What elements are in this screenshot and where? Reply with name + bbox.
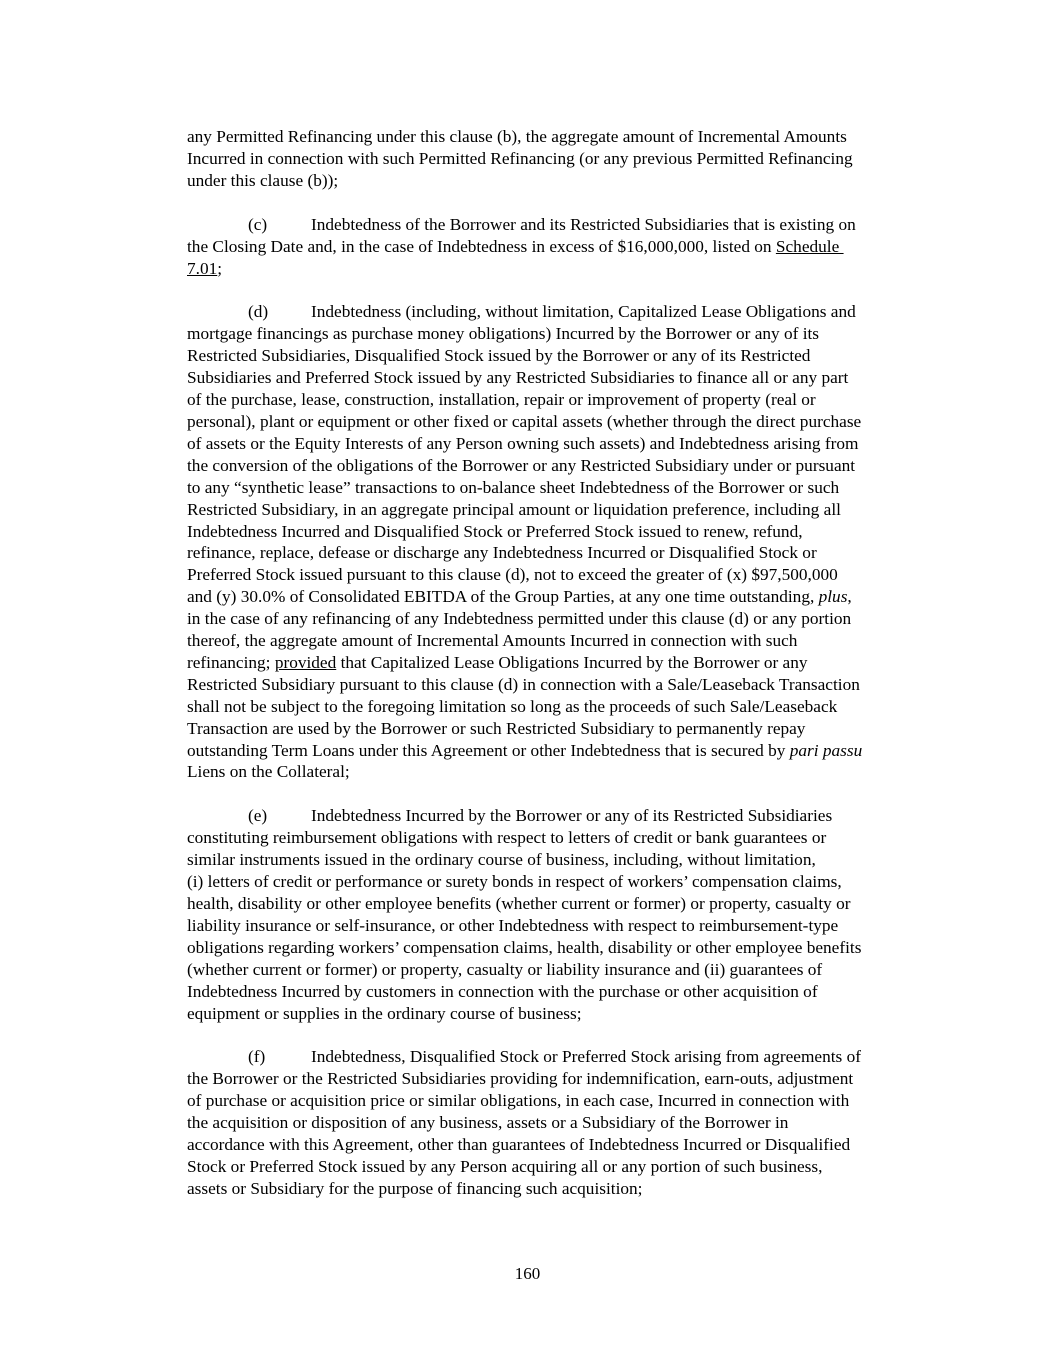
text-line — [187, 1046, 935, 1068]
text-line: (i) letters of credit or performance or surety bonds in respect of workers’ compensation claims, — [187, 872, 842, 892]
text-line — [187, 214, 935, 236]
text-line: Liens on the Collateral; — [187, 762, 350, 782]
text-line: obligations regarding workers’ compensation claims, health, disability or other employee benefits — [187, 937, 862, 957]
text-line: Transaction are used by the Borrower or such Restricted Subsidiary to permanently repay — [187, 718, 806, 738]
text-line — [187, 740, 935, 762]
text-segment: Indebtedness of the Borrower and its Restricted Subsidiaries that is existing on — [311, 214, 856, 234]
text-segment: and (y) 30.0% of Consolidated EBITDA of the Group Parties, at any one time outstanding, — [187, 587, 819, 607]
clause-label: (f) — [248, 1047, 266, 1067]
text-line: thereof, the aggregate amount of Incremental Amounts Incurred in connection with such — [187, 631, 798, 651]
text-line — [187, 236, 935, 258]
clause-label: (c) — [248, 214, 268, 234]
text-line: equipment or supplies in the ordinary course of business; — [187, 1003, 582, 1023]
text-line: similar instruments issued in the ordinary course of business, including, without limitation, — [187, 850, 816, 870]
text-line: liability insurance or self-insurance, or other Indebtedness with respect to reimbursement-type — [187, 915, 839, 935]
text-line: Restricted Subsidiary, in an aggregate principal amount or liquidation preference, including all — [187, 499, 841, 519]
text-line: the conversion of the obligations of the Borrower or any Restricted Subsidiary under or pursuant — [187, 455, 856, 475]
italic-term: pari passu — [789, 740, 863, 760]
page-number: 160 — [514, 1264, 541, 1283]
text-line: health, disability or other employee benefits (whether current or former) or property, casualty or — [187, 894, 851, 913]
text-segment: Indebtedness (including, without limitation, Capitalized Lease Obligations and — [311, 302, 856, 322]
text-line: any Permitted Refinancing under this clause (b), the aggregate amount of Incremental Amounts — [187, 127, 847, 146]
text-segment: refinancing; — [187, 652, 275, 672]
text-segment: ; — [217, 258, 223, 278]
text-line — [187, 301, 935, 323]
text-line: Restricted Subsidiaries, Disqualified Stock issued by the Borrower or any of its Restricted — [187, 346, 811, 366]
text-line: shall not be subject to the foregoing limitation so long as the proceeds of such Sale/Leaseback — [187, 696, 838, 716]
schedule-reference: 7.01 — [187, 258, 218, 278]
text-line: of the purchase, lease, construction, installation, repair or improvement of property (real or — [187, 390, 816, 410]
text-line: to any “synthetic lease” transactions to on-balance sheet Indebtedness of the Borrower or such — [187, 477, 840, 497]
text-line: refinance, replace, defease or discharge any Indebtedness Incurred or Disqualified Stock or — [187, 543, 817, 563]
italic-term: plus — [818, 587, 848, 607]
text-line — [187, 586, 935, 608]
text-segment: , — [847, 587, 852, 607]
paragraph-e — [187, 805, 935, 1024]
text-segment: outstanding Term Loans under this Agreement or other Indebtedness that is secured by — [187, 740, 790, 760]
text-line — [187, 258, 935, 280]
text-line: personal), plant or equipment or other fixed or capital assets (whether through the direct purchase — [187, 411, 862, 431]
text-line: of assets or the Equity Interests of any Person owning such assets) and Indebtedness arising from — [187, 433, 859, 453]
paragraph-d — [187, 301, 935, 783]
text-line: assets or Subsidiary for the purpose of financing such acquisition; — [187, 1178, 643, 1198]
clause-label: (e) — [248, 806, 268, 826]
schedule-reference: Schedule — [775, 236, 844, 256]
text-line — [187, 805, 935, 827]
paragraph-f — [187, 1046, 935, 1199]
text-line: (whether current or former) or property, casualty or liability insurance and (ii) guarantees of — [187, 959, 823, 979]
text-segment: Indebtedness Incurred by the Borrower or any of its Restricted Subsidiaries — [311, 806, 833, 826]
text-line: Indebtedness Incurred by customers in connection with the purchase or other acquisition of — [187, 981, 818, 1001]
document-body — [187, 126, 935, 1222]
text-segment: the Closing Date and, in the case of Indebtedness in excess of $16,000,000, listed on — [187, 236, 776, 256]
text-line: the acquisition or disposition of any business, assets or a Subsidiary of the Borrower in — [187, 1113, 789, 1133]
text-line: Subsidiaries and Preferred Stock issued by any Restricted Subsidiaries to finance all or any part — [187, 368, 849, 388]
text-line: in the case of any refinancing of any Indebtedness permitted under this clause (d) or any portion — [187, 609, 852, 629]
text-line — [187, 652, 935, 674]
text-line: Incurred in connection with such Permitted Refinancing (or any previous Permitted Refinancing — [187, 148, 853, 168]
text-line: constituting reimbursement obligations with respect to letters of credit or bank guarantees or — [187, 828, 827, 848]
underlined-term: provided — [274, 652, 337, 672]
clause-label: (d) — [248, 302, 269, 322]
text-line: mortgage financings as purchase money obligations) Incurred by the Borrower or any of its — [187, 324, 820, 344]
text-line: Restricted Subsidiary pursuant to this clause (d) in connection with a Sale/Leaseback Transaction — [187, 674, 860, 694]
paragraph-c — [187, 214, 935, 280]
text-segment: Indebtedness, Disqualified Stock or Preferred Stock arising from agreements of — [311, 1047, 861, 1067]
paragraph-b-continuation — [187, 126, 935, 192]
text-line: Stock or Preferred Stock issued by any Person acquiring all or any portion of such business, — [187, 1156, 823, 1176]
text-line: Preferred Stock issued pursuant to this clause (d), not to exceed the greater of (x) $97,500,000 — [187, 565, 838, 585]
text-line: under this clause (b)); — [187, 170, 339, 190]
text-line: Indebtedness Incurred and Disqualified Stock or Preferred Stock issued to renew, refund, — [187, 521, 803, 541]
text-segment: that Capitalized Lease Obligations Incurred by the Borrower or any — [336, 652, 808, 672]
text-line: of purchase or acquisition price or similar obligations, in each case, Incurred in connection with — [187, 1091, 850, 1111]
text-line: accordance with this Agreement, other than guarantees of Indebtedness Incurred or Disqualified — [187, 1135, 851, 1155]
text-line: the Borrower or the Restricted Subsidiaries providing for indemnification, earn-outs, adjustment — [187, 1069, 854, 1089]
